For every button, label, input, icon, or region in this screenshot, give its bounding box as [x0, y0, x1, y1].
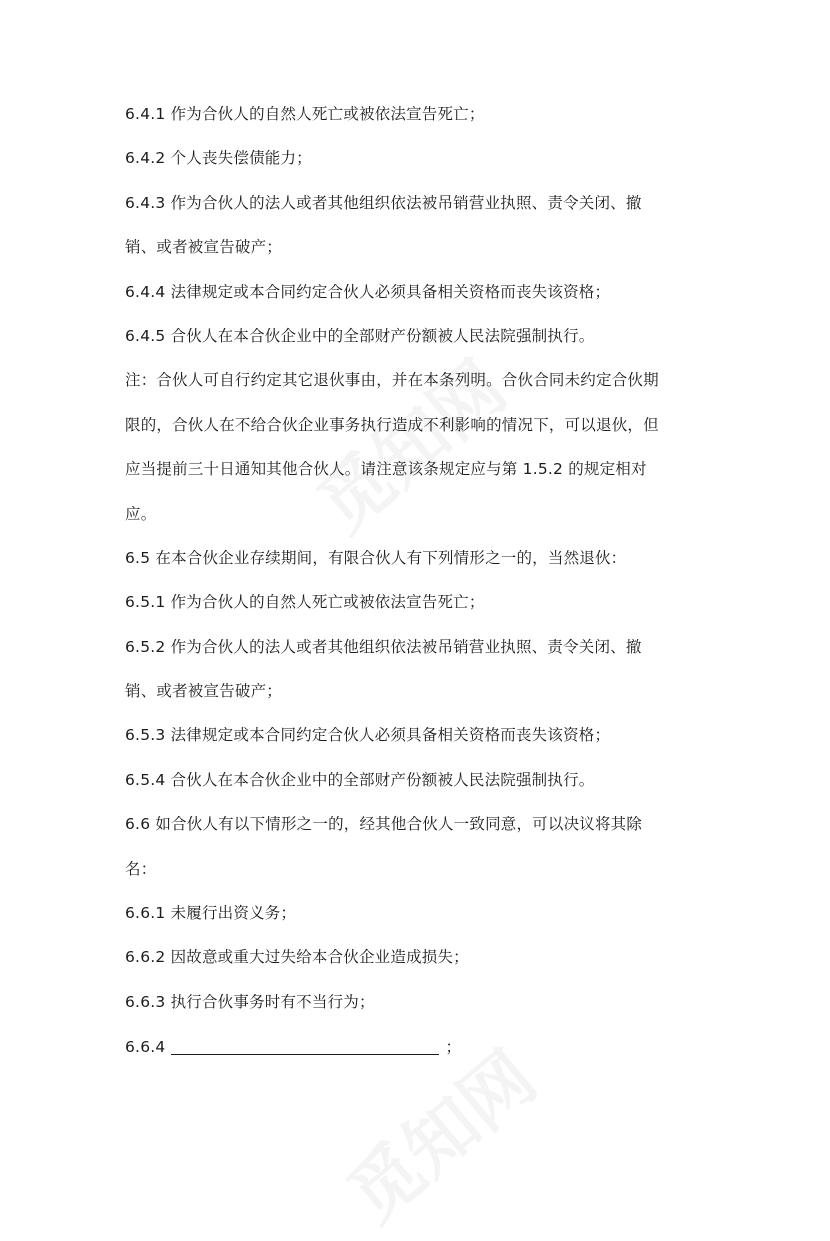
- clause-suffix: ；: [445, 1038, 462, 1057]
- clause-6-4-5: 6.4.5 合伙人在本合伙企业中的全部财产份额被人民法院强制执行。: [125, 326, 595, 345]
- clause-6-4-2: 6.4.2 个人丧失偿债能力；: [125, 149, 312, 168]
- clause-6-5: 6.5 在本合伙企业存续期间，有限合伙人有下列情形之一的，当然退伙：: [125, 548, 627, 567]
- clause-6-5-1: 6.5.1 作为合伙人的自然人死亡或被依法宣告死亡；: [125, 593, 485, 612]
- clause-6-4-3: 6.4.3 作为合伙人的法人或者其他组织依法被吊销营业执照、责令关闭、撤: [125, 193, 642, 212]
- clause-6-6-2: 6.6.2 因故意或重大过失给本合伙企业造成损失；: [125, 948, 469, 967]
- clause-6-5-2: 6.5.2 作为合伙人的法人或者其他组织依法被吊销营业执照、责令关闭、撤: [125, 637, 642, 656]
- note-line-2: 限的，合伙人在不给合伙企业事务执行造成不利影响的情况下，可以退伙，但: [125, 415, 659, 434]
- note-line-3: 应当提前三十日通知其他合伙人。请注意该条规定应与第 1.5.2 的规定相对: [125, 460, 647, 479]
- note-line-4: 应。: [125, 504, 157, 523]
- clause-number: 6.6.4: [125, 1038, 166, 1057]
- clause-6-6-continued: 名：: [125, 859, 157, 878]
- clause-6-6-1: 6.6.1 未履行出资义务；: [125, 904, 297, 923]
- document-body: [125, 104, 705, 1081]
- note-line-1: 注：合伙人可自行约定其它退伙事由，并在本条列明。合伙合同未约定合伙期: [125, 371, 659, 390]
- fill-in-blank[interactable]: [171, 1036, 439, 1055]
- clause-6-4-4: 6.4.4 法律规定或本合同约定合伙人必须具备相关资格而丧失该资格；: [125, 282, 611, 301]
- clause-6-6-4: [125, 1036, 705, 1056]
- clause-6-5-2-continued: 销、或者被宣告破产；: [125, 682, 283, 701]
- clause-6-5-3: 6.5.3 法律规定或本合同约定合伙人必须具备相关资格而丧失该资格；: [125, 726, 611, 745]
- clause-6-4-3-continued: 销、或者被宣告破产；: [125, 238, 283, 257]
- clause-6-6-3: 6.6.3 执行合伙事务时有不当行为；: [125, 992, 375, 1011]
- clause-6-6: 6.6 如合伙人有以下情形之一的，经其他合伙人一致同意，可以决议将其除: [125, 815, 643, 834]
- clause-6-4-1: 6.4.1 作为合伙人的自然人死亡或被依法宣告死亡；: [125, 105, 485, 123]
- clause-6-5-4: 6.5.4 合伙人在本合伙企业中的全部财产份额被人民法院强制执行。: [125, 770, 595, 789]
